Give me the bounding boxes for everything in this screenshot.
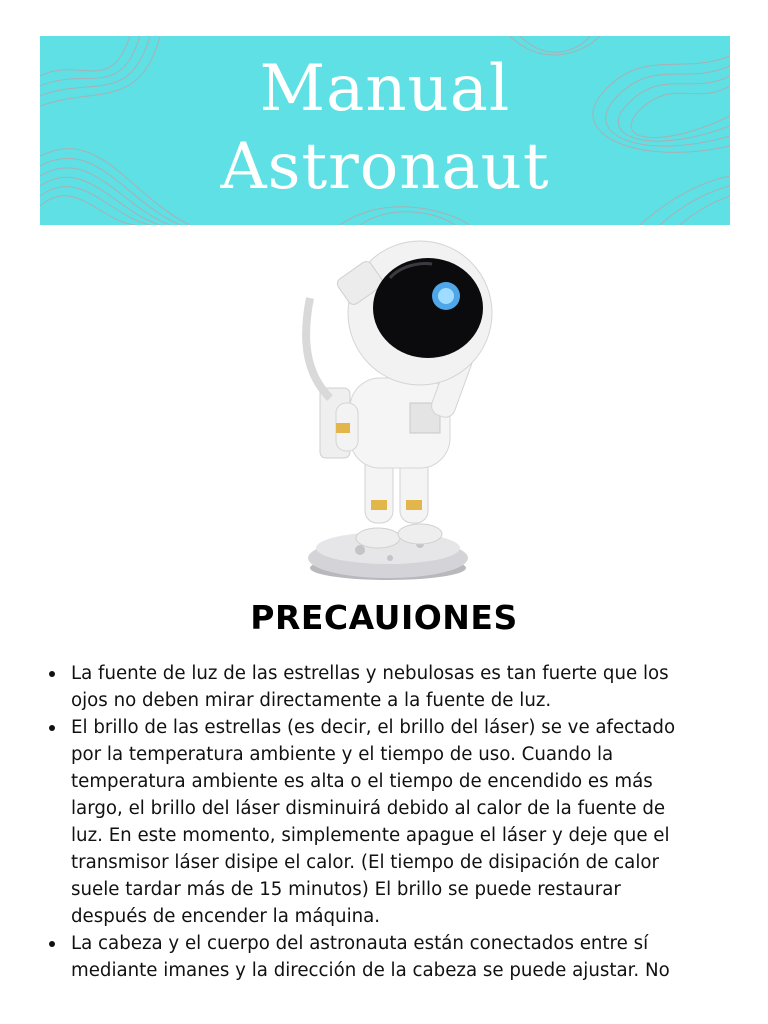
title-line-2: Astronaut [220,130,550,204]
bullet-icon [49,725,55,731]
precaution-line: largo, el brillo del láser disminuirá debido al calor de la fuente de [71,798,666,819]
precaution-line: después de encender la máquina. [71,906,381,927]
precautions-list [46,660,726,984]
section-heading: PRECAUIONES [250,598,518,637]
precaution-line: mediante imanes y la dirección de la cabeza se puede ajustar. No [71,960,670,981]
precaution-line: temperatura ambiente es alta o el tiempo de encendido es más [71,771,653,792]
precaution-line: por la temperatura ambiente y el tiempo de uso. Cuando la [71,744,614,765]
precaution-line: El brillo de las estrellas (es decir, el brillo del láser) se ve afectado [71,717,676,738]
precaution-item [46,930,726,984]
precaution-line: ojos no deben mirar directamente a la fuente de luz. [71,690,552,711]
precaution-line: La cabeza y el cuerpo del astronauta están conectados entre sí [71,933,649,954]
precaution-line: La fuente de luz de las estrellas y nebulosas es tan fuerte que los [71,663,669,684]
astronaut-product-image [270,238,500,583]
precaution-item [46,660,726,714]
precaution-line: luz. En este momento, simplemente apague el láser y deje que el [71,825,670,846]
precaution-item [46,714,726,930]
astronaut-illustration [270,238,500,583]
precaution-line: suele tardar más de 15 minutos) El brillo se puede restaurar [71,879,621,900]
header-banner [40,36,730,225]
page-title [40,50,730,206]
precaution-line: transmisor láser disipe el calor. (El tiempo de disipación de calor [71,852,659,873]
bullet-icon [49,941,55,947]
bullet-icon [49,671,55,677]
title-line-1: Manual [259,52,511,126]
